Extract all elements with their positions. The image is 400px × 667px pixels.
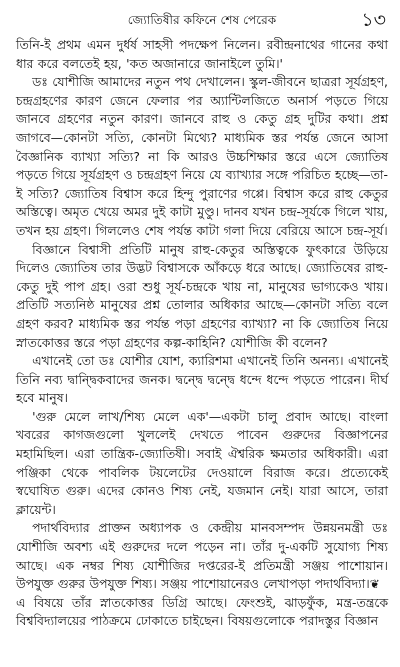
page-header (16, 0, 388, 34)
paragraph: ডঃ যোশীজি আমাদের নতুন পথ দেখালেন। স্কুল-জীবনে ছাত্ররা সূর্যগ্রহণ, চন্দ্রগ্রহণের কারণ জেনে ফেলার পর অ্যান্টিলজিতে অনার্স পড়তে গিয়ে জানবে গ্রহণের নতুন কারণ। জানবে রাহু ও কেতু গ্রহ দুটির কথা। প্রশ্ন জাগবে—কোনটা সত্যি, কোনটা মিথ্যে? মাধ্যমিক স্তর পর্যন্ত জেনে আসা বৈজ্ঞানিক ব্যাখ্যা সত্যি? না কি আরও উচ্চশিক্ষার স্তরে এসে জ্যোতিষ পড়তে গিয়ে সূর্যগ্রহণ ও চন্দ্রগ্রহণ নিয়ে যে ব্যাখ্যার সঙ্গে পরিচিত হচ্ছে—তা-ই সত্যি? জ্যোতিষ বিশ্বাস করে হিন্দু পুরাণের গপ্পে। বিশ্বাস করে রাহু কেতুর অস্তিত্বে। অমৃত খেয়ে অমর দুই কাটা মুণ্ডু। দানব যখন চন্দ্র-সূর্যকে গিলে খায়, তখন হয় গ্রহণ। গিললেও শেষ পর্যন্ত কাটা গলা দিয়ে বেরিয়ে আসে চন্দ্র-সূর্য। (16, 74, 388, 238)
running-title: জ্যোতিষীর কফিনে শেষ পেরেক (127, 13, 277, 27)
paragraph: তিনি-ই প্রথম এমন দুর্ধর্ষ সাহসী পদক্ষেপ নিলেন। রবীন্দ্রনাথের গানের কথা ধার করে বলতেই হয়, 'কত অজানারে জানাইলে তুমি।' (16, 37, 388, 71)
flourish-icon: ❦ (369, 577, 380, 592)
paragraph (16, 519, 388, 593)
paragraph: 'গুরু মেলে লাখ/শিষ্য মেলে এক'—একটা চালু প্রবাদ আছে। বাংলা খবরের কাগজগুলো খুললেই দেখতে পাবেন গুরুদের বিজ্ঞাপনের মহামিছিল। এরা তান্ত্রিক-জ্যোতিষী। সবাই ঐশ্বরিক ক্ষমতার অধিকারী। এরা পঞ্জিকা থেকে পাবলিক টয়লেটের দেওয়ালে বিরাজ করে। প্রত্যেকেই স্বঘোষিত গুরু। এদের কোনও শিষ্য নেই, যজমান নেই। যারা আসে, তারা ক্লায়েন্ট। (16, 408, 388, 517)
page-number: ১৩ (361, 9, 386, 31)
body-text (16, 36, 388, 631)
paragraph-text: পদার্থবিদ্যার প্রাক্তন অধ্যাপক ও কেন্দ্রীয় মানবসম্পদ উন্নয়নমন্ত্রী ডঃ যোশীজি অবশ্য এই গুরুদের দলে পড়েন না। তাঁর দু-একটি সুযোগ্য শিষ্য আছে। এক নম্বর শিষ্য যোশীজির দপ্তরের-ই প্রতিমন্ত্রী সঞ্জয় পাশোয়ান। উপযুক্ত গুরুর উপযুক্ত শিষ্য। সঞ্জয় পাশোয়ানেরও লেখাপড়া পদার্থবিদ্যা। (16, 520, 388, 592)
paragraph: বিজ্ঞানে বিশ্বাসী প্রতিটি মানুষ রাহু-কেতুর অস্তিত্বকে ফুৎকারে উড়িয়ে দিলেও জ্যোতিষ তার উদ্ভট বিশ্বাসকে আঁকড়ে ধরে আছে। জ্যোতিষের রাহু-কেতু দুই পাপ গ্রহ। ওরা শুধু সূর্য-চন্দ্রকে খায় না, মানুষের ভাগ্যকেও খায়। প্রতিটি সত্যনিষ্ঠ মানুষের প্রশ্ন তোলার অধিকার আছে—কোনটা সত্যি বলে গ্রহণ করব? মাধ্যমিক স্তর পর্যন্ত পড়া গ্রহণের ব্যাখ্যা? না কি জ্যোতিষ নিয়ে স্নাতকোত্তর স্তরে পড়া গ্রহণের কল্প-কাহিনি? যোশীজি কী বলেন? (16, 241, 388, 350)
paragraph: এ বিষয়ে তাঁর স্নাতকোত্তর ডিগ্রি আছে। ফেংশুই, ঝাড়ফুঁক, মন্ত্র-তন্ত্রকে বিশ্ববিদ্যালয়ের পাঠক্রমে ঢোকাতে চাইছেন। বিষয়গুলোকে পরাদস্তুর বিজ্ঞান (16, 594, 388, 629)
paragraph: এখানেই তো ডঃ যোশীর যোশ, ক্যারিশমা এখানেই তিনি অনন্য। এখানেই তিনি নব্য দ্বান্দ্বিকবাদের জনক। দ্বন্দ্বে দ্বন্দ্বে ধন্দে ধন্দে পড়তে পারেন। দীর্ঘ হবে মানুষ। (16, 353, 388, 406)
